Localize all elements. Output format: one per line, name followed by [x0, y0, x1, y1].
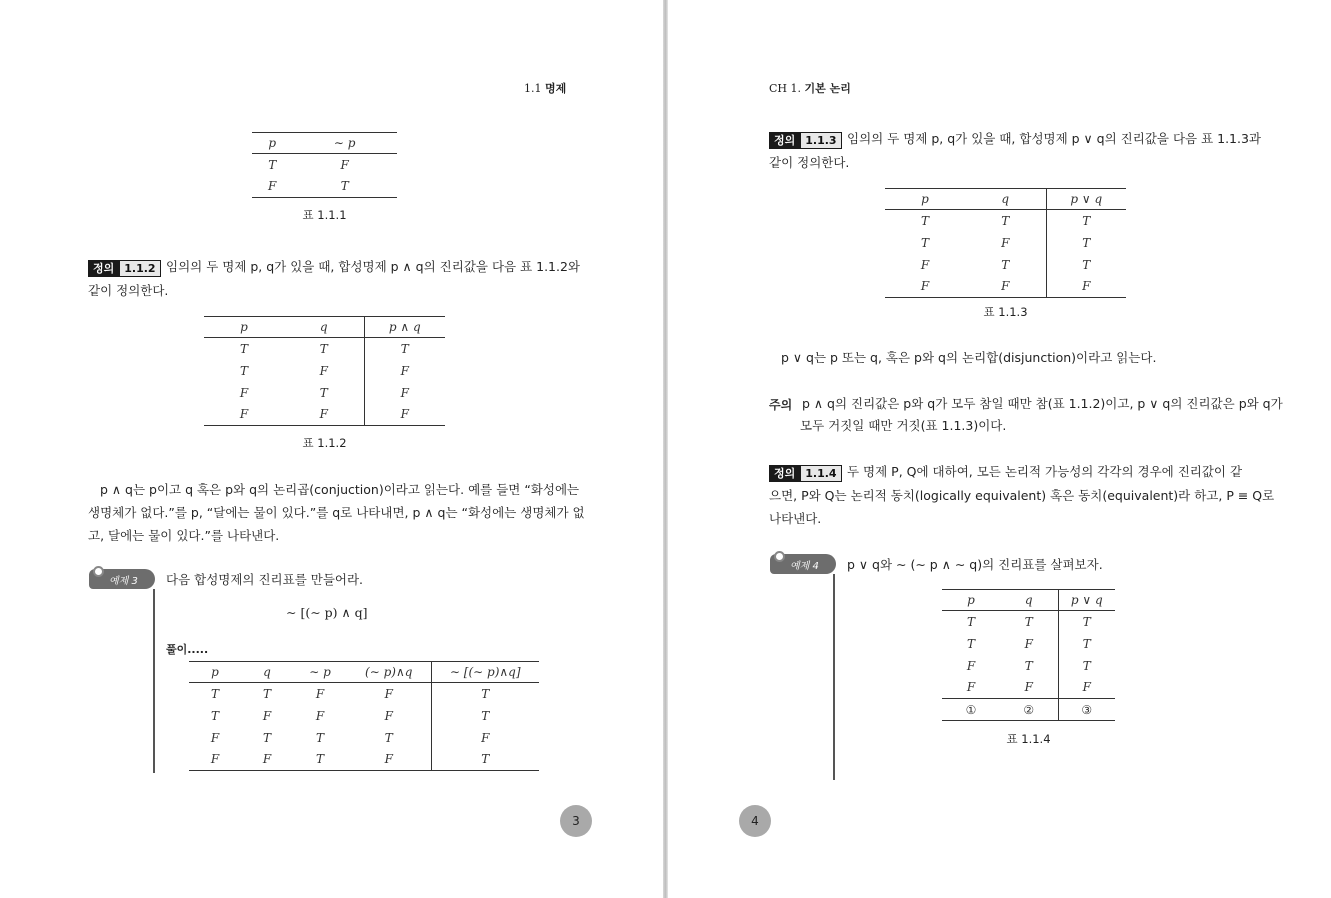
table-cell: F: [966, 658, 976, 673]
table-row: [252, 154, 397, 176]
example-4-tab: [770, 554, 836, 574]
table-row: [885, 232, 1126, 254]
table-row: [885, 254, 1126, 276]
table-cell: F: [262, 708, 272, 723]
example-3-truth-table: [189, 661, 539, 771]
table-header: ∼ p: [293, 662, 347, 683]
note-line1: p ∧ q의 진리값은 p와 q가 모두 참일 때만 참(표 1.1.2)이고, p ∨ q의 진리값은 p와 q가: [802, 396, 1283, 411]
table-cell: F: [319, 407, 328, 422]
column-marker: ②: [1023, 702, 1035, 717]
table-header: q: [965, 189, 1046, 210]
table-cell: T: [384, 730, 393, 745]
section-number: 1.1: [524, 82, 542, 95]
table-header: p: [942, 590, 1000, 611]
table-cell: F: [364, 382, 445, 404]
example-side-bar: [833, 574, 835, 780]
table-row: [252, 176, 397, 198]
definition-label: 정의: [769, 465, 800, 482]
truth-table-1-1-4: [942, 589, 1115, 721]
table-cell: F: [319, 363, 328, 378]
table-cell: T: [1001, 213, 1010, 228]
table-header: q: [284, 317, 364, 338]
table-cell: T: [239, 341, 248, 356]
table-header: p: [189, 662, 241, 683]
left-page: [0, 0, 663, 898]
table-header: ∼ p: [292, 133, 397, 154]
table-cell: T: [340, 179, 349, 194]
table-cell: F: [262, 752, 272, 767]
table-cell: T: [1058, 655, 1115, 677]
table-cell: T: [431, 705, 539, 727]
definition-1-1-2-line1: 임의의 두 명제 p, q가 있을 때, 합성명제 p ∧ q의 진리값을 다음 표 1.1.2와: [166, 259, 580, 274]
table-cell: F: [1046, 276, 1126, 298]
table-caption: 표 1.1.3: [983, 305, 1028, 319]
example-label: 예제 3: [109, 576, 138, 587]
disjunction-sentence: p ∨ q는 p 또는 q, 혹은 p와 q의 논리합(disjunction)이라고 읽는다.: [781, 350, 1157, 365]
table-header: p ∨ q: [1058, 590, 1115, 611]
table-cell: T: [1058, 611, 1115, 633]
definition-1-1-4-line2: 으면, P와 Q는 논리적 동치(logically equivalent) 혹은 동치(equivalent)라 하고, P ≡ Q로: [769, 488, 1275, 503]
table-cell: F: [920, 279, 930, 294]
table-row: [204, 338, 445, 360]
table-cell: T: [431, 683, 539, 705]
example-3-prompt: 다음 합성명제의 진리표를 만들어라.: [166, 572, 364, 587]
table-cell: T: [966, 614, 975, 629]
table-cell: T: [1024, 614, 1033, 629]
table-cell: F: [1058, 677, 1115, 699]
table-cell: F: [1001, 279, 1010, 294]
definition-label: 정의: [769, 132, 800, 149]
table-row: [204, 360, 445, 382]
table-cell: T: [1024, 658, 1033, 673]
table-row: [942, 633, 1115, 655]
table-cell: T: [319, 341, 328, 356]
definition-number: 1.1.4: [800, 465, 841, 482]
table-cell: F: [384, 708, 393, 723]
table-row: [189, 749, 539, 771]
table-cell: F: [239, 407, 249, 422]
definition-1-1-3-badge: [769, 129, 842, 149]
table-cell: F: [340, 157, 349, 172]
table-cell: T: [1046, 210, 1126, 232]
table-row: [942, 611, 1115, 633]
chapter-number: CH 1.: [769, 82, 802, 95]
example-3-formula: ∼ [(∼ p) ∧ q]: [286, 605, 368, 620]
table-cell: T: [1046, 254, 1126, 276]
page-number: 4: [739, 805, 771, 837]
definition-1-1-4-line1: 두 명제 P, Q에 대하여, 모든 논리적 가능성의 각각의 경우에 진리값이 같: [847, 464, 1243, 479]
note-line2: 모두 거짓일 때만 거짓(표 1.1.3)이다.: [800, 418, 1007, 433]
table-cell: T: [1001, 257, 1010, 272]
truth-table-1-1-2: [204, 316, 445, 426]
table-header: (∼ p)∧q: [347, 662, 431, 683]
table-cell: F: [364, 404, 445, 426]
running-head: [524, 80, 566, 96]
running-head: [769, 80, 851, 96]
definition-label: 정의: [88, 260, 119, 277]
table-cell: F: [239, 385, 249, 400]
table-cell: T: [1058, 633, 1115, 655]
table-cell: T: [315, 752, 324, 767]
table-cell: T: [431, 749, 539, 771]
table-cell: T: [319, 385, 328, 400]
table-cell: T: [966, 636, 975, 651]
table-cell: T: [1046, 232, 1126, 254]
definition-1-1-3-line2: 같이 정의한다.: [769, 155, 850, 170]
truth-table-1-1-1: [252, 132, 397, 198]
table-row: [885, 276, 1126, 298]
definition-1-1-2-badge: [88, 257, 161, 277]
table-cell: F: [1001, 235, 1010, 250]
table-cell: F: [384, 752, 393, 767]
table-cell: T: [920, 235, 929, 250]
conjunction-paragraph-line2: 생명체가 없다.”를 p, “달에는 물이 있다.”를 q로 나타내면, p ∧ q는 “화성에는 생명체가 없: [88, 505, 585, 520]
table-cell: T: [239, 363, 248, 378]
table-cell: F: [268, 179, 277, 194]
table-header: ∼ [(∼ p)∧q]: [431, 662, 539, 683]
table-header: q: [241, 662, 293, 683]
column-marker: ③: [1058, 699, 1115, 721]
bullet-icon: [774, 551, 785, 562]
bullet-icon: [93, 566, 104, 577]
table-caption: 표 1.1.1: [302, 208, 347, 222]
example-label: 예제 4: [790, 561, 819, 572]
conjunction-paragraph-line1: p ∧ q는 p이고 q 혹은 p와 q의 논리곱(conjuction)이라고 읽는다. 예를 들면 “화성에는: [100, 482, 580, 497]
table-header: p ∨ q: [1046, 189, 1126, 210]
table-cell: T: [268, 157, 277, 172]
table-cell: F: [920, 257, 930, 272]
truth-table-1-1-3: [885, 188, 1126, 298]
table-cell: F: [1024, 680, 1033, 695]
table-cell: F: [431, 727, 539, 749]
table-row: [942, 655, 1115, 677]
table-cell: T: [315, 730, 324, 745]
note-label: 주의: [769, 398, 793, 412]
table-cell: T: [262, 686, 271, 701]
table-header: q: [1000, 590, 1058, 611]
conjunction-paragraph-line3: 고, 달에는 물이 있다.”를 나타낸다.: [88, 528, 280, 543]
table-row: [189, 683, 539, 705]
table-cell: F: [1024, 636, 1033, 651]
definition-number: 1.1.3: [800, 132, 841, 149]
example-4-prompt: p ∨ q와 ∼ (∼ p ∧ ∼ q)의 진리표를 살펴보자.: [847, 557, 1103, 572]
table-cell: T: [364, 338, 445, 360]
table-row: [204, 404, 445, 426]
table-row: [885, 210, 1126, 232]
example-3-tab: [89, 569, 155, 589]
table-cell: T: [210, 686, 219, 701]
table-cell: F: [364, 360, 445, 382]
table-cell: T: [920, 213, 929, 228]
example-side-bar: [153, 589, 155, 773]
definition-number: 1.1.2: [119, 260, 160, 277]
table-header: p: [252, 133, 292, 154]
table-header: p: [885, 189, 965, 210]
right-page: [668, 0, 1331, 898]
column-marker: ①: [965, 702, 977, 717]
table-row: [942, 677, 1115, 699]
table-caption: 표 1.1.2: [302, 436, 347, 450]
table-cell: F: [315, 686, 325, 701]
solution-label: 풀이.....: [166, 643, 209, 656]
table-row: [189, 705, 539, 727]
table-cell: F: [210, 730, 220, 745]
section-title: 명제: [545, 82, 567, 95]
chapter-title: 기본 논리: [804, 82, 851, 95]
definition-1-1-2-line2: 같이 정의한다.: [88, 283, 169, 298]
definition-1-1-3-line1: 임의의 두 명제 p, q가 있을 때, 합성명제 p ∨ q의 진리값을 다음 표 1.1.3과: [847, 131, 1261, 146]
table-caption: 표 1.1.4: [1006, 732, 1051, 746]
table-row: [189, 727, 539, 749]
table-footer-row: [942, 699, 1115, 721]
table-cell: F: [966, 680, 976, 695]
table-cell: T: [262, 730, 271, 745]
table-cell: F: [315, 708, 325, 723]
table-cell: F: [384, 686, 393, 701]
table-header: p ∧ q: [364, 317, 445, 338]
page-number: 3: [560, 805, 592, 837]
table-header: p: [204, 317, 284, 338]
table-cell: T: [210, 708, 219, 723]
table-row: [204, 382, 445, 404]
definition-1-1-4-line3: 나타낸다.: [769, 511, 822, 526]
table-cell: F: [210, 752, 220, 767]
definition-1-1-4-badge: [769, 462, 842, 482]
